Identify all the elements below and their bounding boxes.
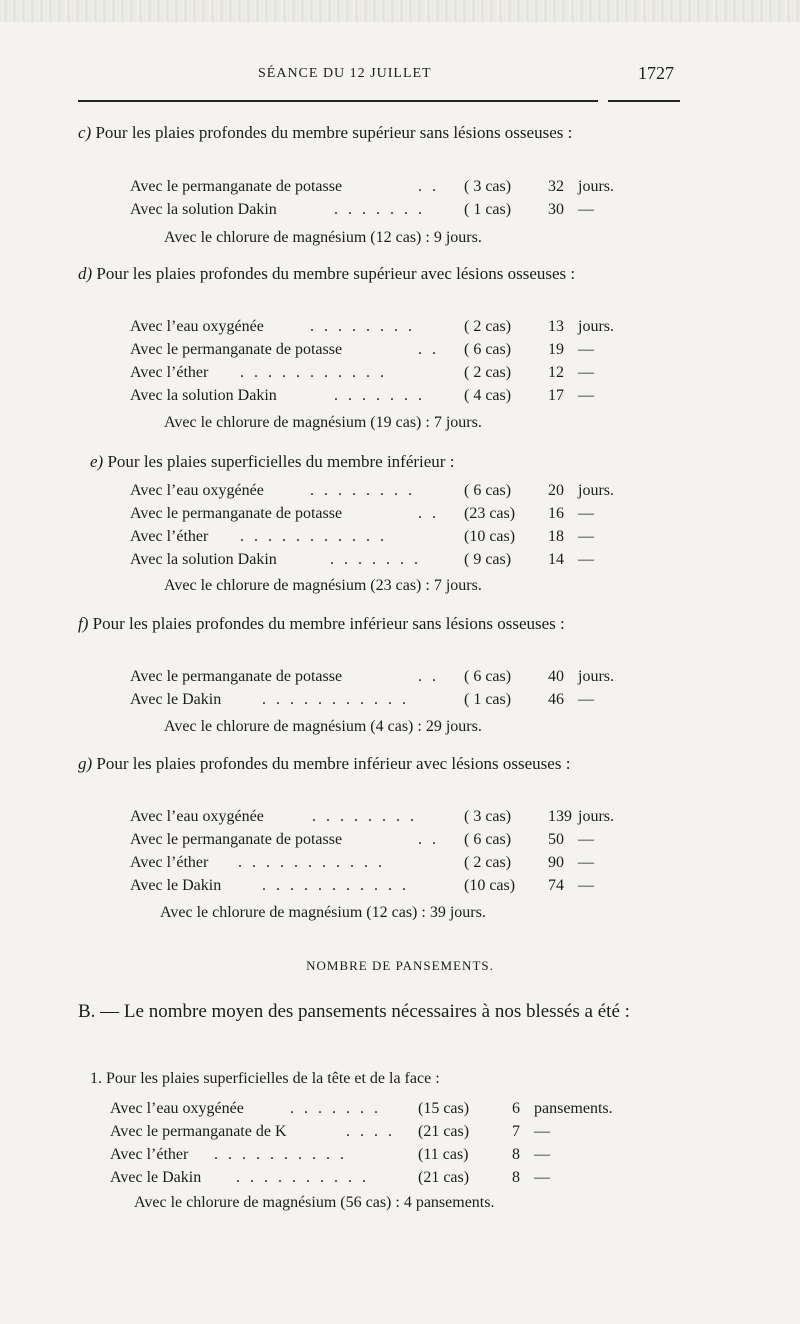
section-text: Pour les plaies profondes du membre inférieur sans lésions osseuses :	[92, 614, 565, 633]
row-value: 74	[548, 877, 564, 894]
table-row	[0, 482, 800, 502]
section-f-heading	[78, 613, 678, 635]
table-row	[0, 691, 800, 711]
table-row	[0, 1169, 800, 1189]
row-value: 40	[548, 668, 564, 685]
row-label: Avec l’eau oxygénée	[110, 1100, 244, 1117]
row-unit: —	[578, 691, 594, 708]
section-e-heading	[90, 451, 690, 473]
row-unit: —	[578, 877, 594, 894]
running-header	[0, 63, 800, 90]
row-unit: —	[578, 551, 594, 568]
row-unit: —	[578, 364, 594, 381]
row-value: 16	[548, 505, 564, 522]
table-row	[0, 831, 800, 851]
row-cases: ( 6 cas)	[464, 482, 512, 499]
row-value: 7	[512, 1123, 520, 1140]
table-row	[0, 505, 800, 525]
row-value: 8	[512, 1169, 520, 1186]
row-cases: ( 6 cas)	[464, 341, 512, 358]
section-text: Pour les plaies profondes du membre inférieur avec lésions osseuses :	[96, 754, 571, 773]
row-label: Avec la solution Dakin	[130, 201, 277, 218]
row-unit: —	[534, 1146, 550, 1163]
table-row	[0, 341, 800, 361]
leader-dots: . . . . . . . . . . .	[238, 854, 385, 871]
row-value: 139	[548, 808, 572, 825]
row-value: 32	[548, 178, 564, 195]
row-label: Avec le permanganate de potasse	[130, 831, 343, 848]
section-c-heading	[78, 122, 678, 144]
row-unit: —	[578, 528, 594, 545]
intro-paragraph: B. — Le nombre moyen des pansements nécessaires à nos blessés a été :	[78, 1001, 630, 1022]
leader-dots: . .	[418, 831, 439, 848]
leader-dots: . . . . . . . . . . .	[240, 364, 387, 381]
row-label: Avec l’éther	[130, 364, 209, 381]
row-value: 14	[548, 551, 564, 568]
leader-dots: . . . . . . . . . . .	[262, 691, 409, 708]
row-label: Avec le permanganate de potasse	[130, 178, 343, 195]
section-label: g)	[78, 754, 93, 773]
row-cases: (23 cas)	[464, 505, 516, 522]
leader-dots: . .	[418, 505, 439, 522]
row-label: Avec le permanganate de K	[110, 1123, 287, 1140]
section-text: Pour les plaies profondes du membre supérieur sans lésions osseuses :	[95, 123, 573, 142]
section-label: f)	[78, 614, 89, 633]
scan-edge	[0, 0, 800, 22]
row-unit: jours.	[578, 808, 614, 825]
row-unit: —	[534, 1169, 550, 1186]
row-cases: (21 cas)	[418, 1123, 470, 1140]
table-row	[0, 1123, 800, 1143]
row-cases: ( 1 cas)	[464, 691, 512, 708]
leader-dots: . . . . . . . .	[310, 318, 415, 335]
row-unit: —	[578, 341, 594, 358]
row-unit: —	[578, 387, 594, 404]
table-row	[0, 551, 800, 571]
leader-dots: . . . . . . .	[334, 387, 425, 404]
row-value: 12	[548, 364, 564, 381]
leader-dots: . . . . . . . . . . .	[262, 877, 409, 894]
row-value: 20	[548, 482, 564, 499]
table-row	[0, 528, 800, 548]
section-g-heading	[78, 753, 678, 775]
leader-dots: . .	[418, 668, 439, 685]
row-cases: (10 cas)	[464, 528, 516, 545]
row-unit: —	[578, 831, 594, 848]
leader-dots: . . . . . . .	[334, 201, 425, 218]
row-label: Avec l’eau oxygénée	[130, 482, 264, 499]
row-value: 30	[548, 201, 564, 218]
summary-line: Avec le chlorure de magnésium (12 cas) : 39 jours.	[160, 904, 486, 921]
header-rule	[78, 100, 598, 102]
table-row	[0, 364, 800, 384]
table-row	[0, 1146, 800, 1166]
table-row	[0, 318, 800, 338]
leader-dots: . . . . . . . . . . .	[240, 528, 387, 545]
row-cases: ( 3 cas)	[464, 178, 512, 195]
leader-dots: . . . . . . . . . .	[214, 1146, 347, 1163]
row-cases: (10 cas)	[464, 877, 516, 894]
leader-dots: . . . . . . . .	[312, 808, 417, 825]
summary-line: Avec le chlorure de magnésium (56 cas) : 4 pansements.	[134, 1194, 495, 1211]
row-cases: ( 4 cas)	[464, 387, 512, 404]
row-value: 46	[548, 691, 564, 708]
leader-dots: . . . .	[346, 1123, 395, 1140]
summary-line: Avec le chlorure de magnésium (4 cas) : 29 jours.	[164, 718, 482, 735]
row-unit: jours.	[578, 668, 614, 685]
row-cases: (11 cas)	[418, 1146, 469, 1163]
row-unit: —	[534, 1123, 550, 1140]
header-rule-short	[608, 100, 680, 102]
row-unit: —	[578, 854, 594, 871]
table-row	[0, 201, 800, 221]
row-cases: ( 3 cas)	[464, 808, 512, 825]
section-label: d)	[78, 264, 93, 283]
row-unit: pansements.	[534, 1100, 613, 1117]
row-cases: ( 2 cas)	[464, 364, 512, 381]
subheading: 1. Pour les plaies superficielles de la tête et de la face :	[90, 1070, 440, 1087]
row-cases: ( 2 cas)	[464, 854, 512, 871]
row-value: 13	[548, 318, 564, 335]
summary-line: Avec le chlorure de magnésium (23 cas) : 7 jours.	[164, 577, 482, 594]
row-label: Avec la solution Dakin	[130, 387, 277, 404]
row-cases: ( 6 cas)	[464, 831, 512, 848]
row-label: Avec l’eau oxygénée	[130, 318, 264, 335]
table-row	[0, 178, 800, 198]
leader-dots: . . . . . . . .	[310, 482, 415, 499]
leader-dots: . . . . . . .	[330, 551, 421, 568]
section-title: NOMBRE DE PANSEMENTS.	[306, 958, 494, 973]
page-number: 1727	[638, 63, 674, 83]
row-label: Avec la solution Dakin	[130, 551, 277, 568]
table-row	[0, 877, 800, 897]
leader-dots: . . . . . . .	[290, 1100, 381, 1117]
row-cases: ( 1 cas)	[464, 201, 512, 218]
row-value: 90	[548, 854, 564, 871]
summary-line: Avec le chlorure de magnésium (19 cas) : 7 jours.	[164, 414, 482, 431]
table-row	[0, 854, 800, 874]
row-label: Avec l’éther	[130, 528, 209, 545]
row-value: 19	[548, 341, 564, 358]
row-unit: jours.	[578, 178, 614, 195]
row-value: 8	[512, 1146, 520, 1163]
row-label: Avec l’éther	[110, 1146, 189, 1163]
section-label: c)	[78, 123, 92, 142]
row-cases: ( 2 cas)	[464, 318, 512, 335]
table-row	[0, 668, 800, 688]
header-title: SÉANCE DU 12 JUILLET	[258, 66, 432, 81]
table-row	[0, 387, 800, 407]
row-unit: jours.	[578, 482, 614, 499]
section-text: Pour les plaies superficielles du membre inférieur :	[107, 452, 455, 471]
row-label: Avec le permanganate de potasse	[130, 341, 343, 358]
row-value: 6	[512, 1100, 520, 1117]
row-label: Avec l’eau oxygénée	[130, 808, 264, 825]
row-unit: —	[578, 201, 594, 218]
row-label: Avec l’éther	[130, 854, 209, 871]
leader-dots: . .	[418, 341, 439, 358]
row-cases: ( 6 cas)	[464, 668, 512, 685]
leader-dots: . .	[418, 178, 439, 195]
row-label: Avec le Dakin	[110, 1169, 202, 1186]
row-value: 17	[548, 387, 564, 404]
section-text: Pour les plaies profondes du membre supérieur avec lésions osseuses :	[96, 264, 576, 283]
row-value: 50	[548, 831, 564, 848]
row-label: Avec le permanganate de potasse	[130, 505, 343, 522]
row-label: Avec le permanganate de potasse	[130, 668, 343, 685]
row-cases: (21 cas)	[418, 1169, 470, 1186]
row-cases: (15 cas)	[418, 1100, 470, 1117]
section-d-heading	[78, 263, 678, 285]
leader-dots: . . . . . . . . . .	[236, 1169, 369, 1186]
row-cases: ( 9 cas)	[464, 551, 512, 568]
table-row	[0, 1100, 800, 1120]
section-label: e)	[90, 452, 104, 471]
row-unit: —	[578, 505, 594, 522]
row-label: Avec le Dakin	[130, 691, 222, 708]
row-label: Avec le Dakin	[130, 877, 222, 894]
summary-line: Avec le chlorure de magnésium (12 cas) : 9 jours.	[164, 229, 482, 246]
table-row	[0, 808, 800, 828]
row-unit: jours.	[578, 318, 614, 335]
row-value: 18	[548, 528, 564, 545]
